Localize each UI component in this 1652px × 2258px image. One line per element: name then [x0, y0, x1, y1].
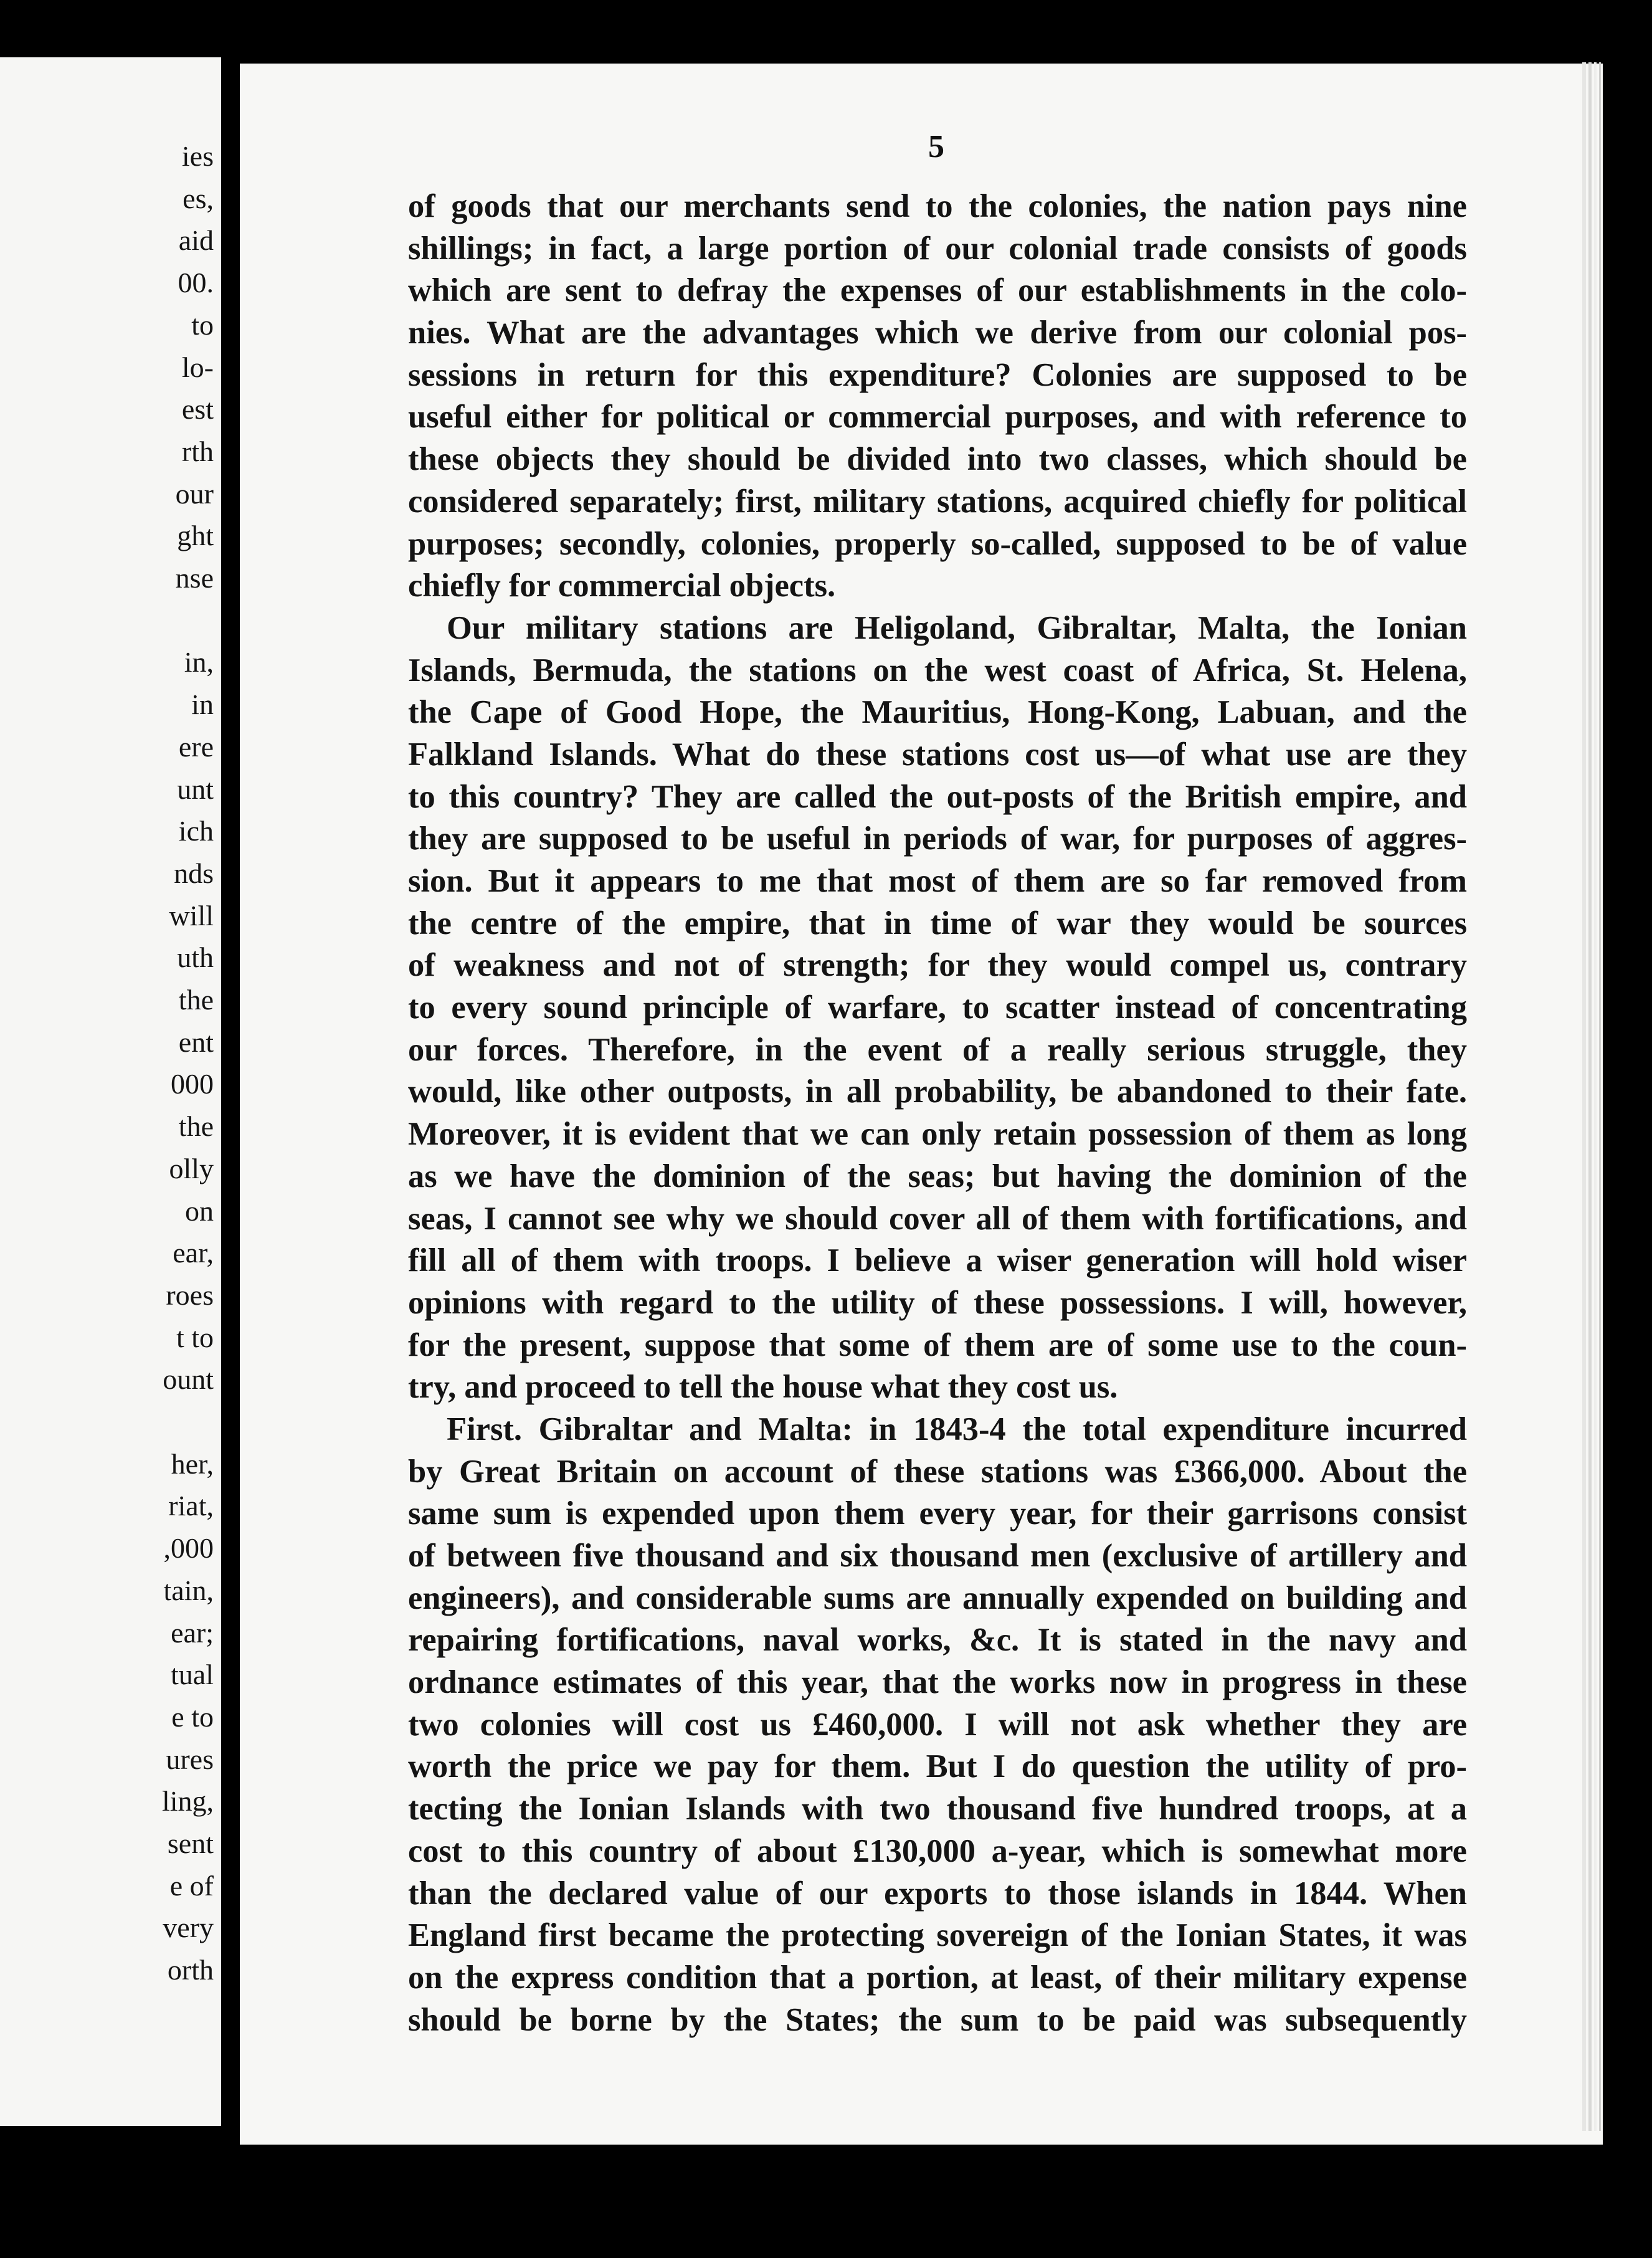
page-edge — [1582, 62, 1632, 2131]
facing-page-word: ear, — [173, 1237, 214, 1269]
facing-page-word: ,000 — [163, 1532, 214, 1565]
text-line: sion. But it appears to me that most of them are so far removed from — [408, 863, 1467, 899]
text-line: ordnance estimates of this year, that the works now in progress in these — [408, 1664, 1467, 1701]
text-line: which are sent to defray the expenses of our establishments in the colo- — [408, 272, 1467, 309]
text-line: than the declared value of our exports to those islands in 1844. When — [408, 1875, 1467, 1912]
text-line: should be borne by the States; the sum to be paid was subsequently — [408, 2001, 1467, 2038]
facing-page-word: will — [169, 899, 214, 931]
facing-page-word: riat, — [168, 1490, 214, 1522]
text-line: tecting the Ionian Islands with two thousand five hundred troops, at a — [408, 1791, 1467, 1827]
text-line: considered separately; first, military stations, acquired chiefly for political — [408, 483, 1467, 520]
facing-page-word: est — [181, 393, 214, 426]
facing-page-word: in — [191, 688, 214, 721]
text-line: engineers), and considerable sums are annually expended on building and — [408, 1579, 1467, 1616]
text-line: the centre of the empire, that in time of war they would be sources — [408, 905, 1467, 941]
facing-page-word: e to — [171, 1700, 214, 1733]
facing-page-word: sent — [167, 1827, 214, 1859]
facing-page-word: ent — [178, 1026, 214, 1058]
text-line: same sum is expended upon them every year, for their garrisons consist — [408, 1495, 1467, 1532]
facing-page-word: ich — [178, 815, 214, 847]
page-body-text — [408, 186, 1467, 2041]
text-line: of between five thousand and six thousand men (exclusive of artillery and — [408, 1538, 1467, 1574]
facing-page-word: the — [178, 1110, 214, 1143]
facing-page-word: nds — [174, 857, 214, 889]
facing-page-word: tual — [171, 1659, 214, 1691]
text-line: purposes; secondly, colonies, properly so-called, supposed to be of value — [408, 525, 1467, 562]
facing-page-word: the — [178, 984, 214, 1016]
text-line: fill all of them with troops. I believe a wiser generation will hold wiser — [408, 1242, 1467, 1279]
facing-page-word: ere — [178, 730, 214, 763]
facing-page-word: tain, — [163, 1574, 214, 1606]
facing-page-word: on — [185, 1194, 214, 1227]
text-line: seas, I cannot see why we should cover all of them with fortifications, and — [408, 1200, 1467, 1237]
text-line: by Great Britain on account of these stations was £366,000. About the — [408, 1453, 1467, 1490]
text-line: of goods that our merchants send to the colonies, the nation pays nine — [408, 188, 1467, 224]
facing-page-word: ling, — [161, 1785, 214, 1817]
text-line: opinions with regard to the utility of these possessions. I will, however, — [408, 1284, 1467, 1321]
facing-page-word: ght — [177, 520, 214, 552]
facing-page-word: to — [191, 308, 214, 341]
page-number: 5 — [928, 129, 944, 164]
text-line: to this country? They are called the out-posts of the British empire, and — [408, 778, 1467, 815]
facing-page-word: lo- — [181, 351, 214, 383]
text-line: the Cape of Good Hope, the Mauritius, Hong-Kong, Labuan, and the — [408, 694, 1467, 731]
facing-page-word: rth — [181, 435, 214, 467]
book-page — [240, 64, 1603, 2145]
facing-page-word: orth — [167, 1954, 214, 1986]
facing-page-word: in, — [184, 646, 214, 679]
facing-page-word: roes — [166, 1279, 214, 1311]
facing-page-word: olly — [169, 1152, 214, 1184]
text-line: Islands, Bermuda, the stations on the west coast of Africa, St. Helena, — [408, 652, 1467, 688]
facing-page-word: ies — [181, 140, 214, 172]
facing-page-word: unt — [177, 773, 214, 805]
text-line: chiefly for commercial objects. — [408, 568, 836, 604]
text-line: try, and proceed to tell the house what they cost us. — [408, 1369, 1118, 1406]
facing-page-word: our — [175, 477, 214, 510]
text-line: of weakness and not of strength; for they would compel us, contrary — [408, 947, 1467, 984]
text-line: Falkland Islands. What do these stations cost us—of what use are they — [408, 736, 1467, 773]
text-line: repairing fortifications, naval works, &c. It is stated in the navy and — [408, 1622, 1467, 1659]
facing-page-word: es, — [183, 182, 214, 214]
facing-page-word: her, — [171, 1447, 214, 1480]
facing-page-word: ures — [166, 1743, 214, 1775]
facing-page-word: aid — [178, 224, 214, 257]
text-line: two colonies will cost us £460,000. I will not ask whether they are — [408, 1706, 1467, 1743]
text-line: useful either for political or commercial purposes, and with reference to — [408, 399, 1467, 436]
facing-page-word: uth — [177, 941, 214, 974]
text-line: worth the price we pay for them. But I do question the utility of pro- — [408, 1748, 1467, 1785]
text-line: cost to this country of about £130,000 a-year, which is somewhat more — [408, 1832, 1467, 1869]
text-line: Our military stations are Heligoland, Gibraltar, Malta, the Ionian — [447, 609, 1467, 646]
text-line: these objects they should be divided into two classes, which should be — [408, 441, 1467, 478]
facing-page-word: 000 — [171, 1068, 214, 1100]
text-line: nies. What are the advantages which we derive from our colonial pos- — [408, 315, 1467, 351]
facing-page-word: t to — [176, 1321, 214, 1353]
text-line: for the present, suppose that some of them are of some use to the coun- — [408, 1327, 1467, 1363]
text-line: our forces. Therefore, in the event of a really serious struggle, they — [408, 1031, 1467, 1068]
text-line: sessions in return for this expenditure? Colonies are supposed to be — [408, 356, 1467, 393]
facing-page-word: e of — [169, 1869, 214, 1902]
text-line: England first became the protecting sovereign of the Ionian States, it was — [408, 1917, 1467, 1954]
text-line: shillings; in fact, a large portion of our colonial trade consists of goods — [408, 230, 1467, 267]
facing-page-fragment — [0, 57, 221, 2126]
text-line: to every sound principle of warfare, to scatter instead of concentrating — [408, 989, 1467, 1026]
text-line: on the express condition that a portion, at least, of their military expense — [408, 1959, 1467, 1996]
text-line: as we have the dominion of the seas; but having the dominion of the — [408, 1158, 1467, 1194]
text-line: First. Gibraltar and Malta: in 1843-4 the total expenditure incurred — [447, 1411, 1467, 1447]
facing-page-word: nse — [175, 562, 214, 594]
facing-page-word: ount — [163, 1363, 214, 1396]
facing-page-word: ear; — [171, 1616, 214, 1649]
facing-page-word: very — [163, 1912, 214, 1944]
text-line: Moreover, it is evident that we can only retain possession of them as long — [408, 1116, 1467, 1153]
facing-page-word: 00. — [178, 267, 214, 299]
text-line: they are supposed to be useful in periods of war, for purposes of aggres- — [408, 821, 1467, 857]
text-line: would, like other outposts, in all probability, be abandoned to their fate. — [408, 1074, 1467, 1110]
